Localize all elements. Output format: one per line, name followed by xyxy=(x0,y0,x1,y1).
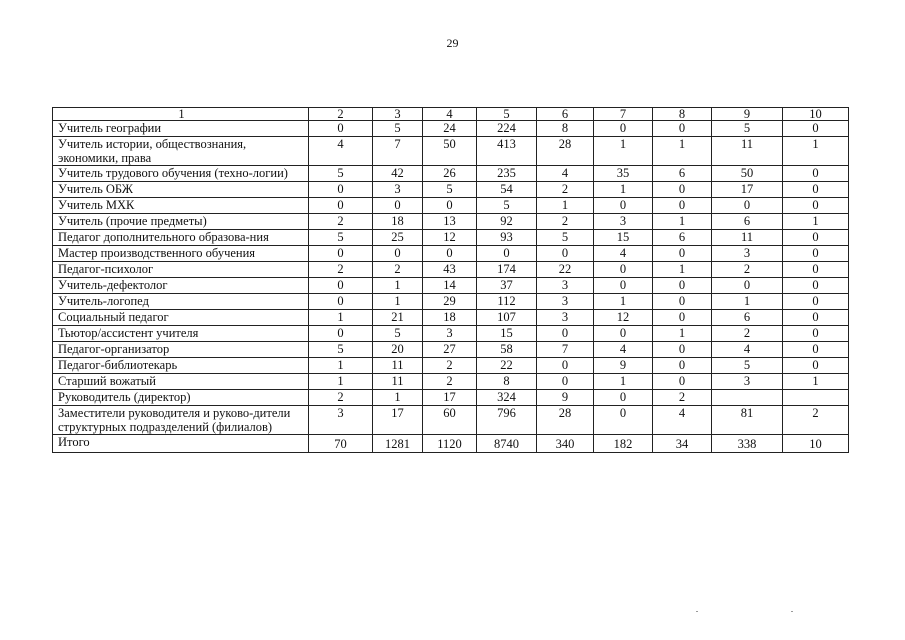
value-cell: 0 xyxy=(653,278,712,294)
value-cell: 1 xyxy=(653,137,712,166)
column-number-header: 7 xyxy=(594,108,653,121)
column-number-header: 9 xyxy=(712,108,783,121)
value-cell: 5 xyxy=(477,198,537,214)
position-name-cell: Учитель (прочие предметы) xyxy=(53,214,309,230)
value-cell: 28 xyxy=(537,406,594,435)
total-value-cell: 338 xyxy=(712,435,783,453)
value-cell: 54 xyxy=(477,182,537,198)
total-value-cell: 10 xyxy=(783,435,849,453)
value-cell: 5 xyxy=(423,182,477,198)
value-cell: 0 xyxy=(783,121,849,137)
value-cell: 8 xyxy=(537,121,594,137)
value-cell: 27 xyxy=(423,342,477,358)
table-row xyxy=(53,121,849,137)
column-number-header: 10 xyxy=(783,108,849,121)
total-row xyxy=(53,435,849,453)
value-cell: 22 xyxy=(537,262,594,278)
total-value-cell: 182 xyxy=(594,435,653,453)
position-name-cell: Социальный педагог xyxy=(53,310,309,326)
value-cell: 29 xyxy=(423,294,477,310)
position-name-cell: Тьютор/ассистент учителя xyxy=(53,326,309,342)
value-cell: 3 xyxy=(423,326,477,342)
value-cell: 6 xyxy=(653,230,712,246)
value-cell: 0 xyxy=(309,198,373,214)
value-cell: 2 xyxy=(653,390,712,406)
table-row xyxy=(53,137,849,166)
value-cell: 1 xyxy=(712,294,783,310)
value-cell: 1 xyxy=(594,137,653,166)
value-cell: 35 xyxy=(594,166,653,182)
value-cell: 0 xyxy=(537,326,594,342)
position-name-cell: Педагог-организатор xyxy=(53,342,309,358)
value-cell: 0 xyxy=(783,198,849,214)
position-name-cell: Педагог-библиотекарь xyxy=(53,358,309,374)
value-cell: 20 xyxy=(373,342,423,358)
total-value-cell: 70 xyxy=(309,435,373,453)
value-cell: 24 xyxy=(423,121,477,137)
value-cell: 324 xyxy=(477,390,537,406)
value-cell: 1 xyxy=(653,214,712,230)
value-cell: 0 xyxy=(309,294,373,310)
value-cell: 3 xyxy=(537,294,594,310)
position-name-cell: Учитель-дефектолог xyxy=(53,278,309,294)
value-cell: 0 xyxy=(783,182,849,198)
table-row xyxy=(53,262,849,278)
value-cell: 1 xyxy=(594,294,653,310)
value-cell: 4 xyxy=(537,166,594,182)
total-value-cell: 8740 xyxy=(477,435,537,453)
value-cell: 0 xyxy=(783,246,849,262)
value-cell: 0 xyxy=(712,278,783,294)
value-cell: 2 xyxy=(423,358,477,374)
value-cell: 0 xyxy=(537,246,594,262)
value-cell: 0 xyxy=(783,278,849,294)
value-cell: 0 xyxy=(477,246,537,262)
position-name-cell: Учитель ОБЖ xyxy=(53,182,309,198)
column-number-header: 4 xyxy=(423,108,477,121)
total-value-cell: 340 xyxy=(537,435,594,453)
header-row xyxy=(53,108,849,121)
value-cell: 0 xyxy=(653,198,712,214)
value-cell: 11 xyxy=(712,137,783,166)
page-number: 29 xyxy=(446,36,459,50)
value-cell: 0 xyxy=(423,246,477,262)
total-value-cell: 1120 xyxy=(423,435,477,453)
value-cell: 0 xyxy=(653,121,712,137)
value-cell: 107 xyxy=(477,310,537,326)
value-cell: 37 xyxy=(477,278,537,294)
value-cell: 0 xyxy=(537,358,594,374)
value-cell: 4 xyxy=(309,137,373,166)
value-cell: 0 xyxy=(653,358,712,374)
value-cell: 1 xyxy=(594,182,653,198)
table-row xyxy=(53,198,849,214)
value-cell: 0 xyxy=(309,326,373,342)
table-row xyxy=(53,374,849,390)
column-number-header: 5 xyxy=(477,108,537,121)
value-cell: 4 xyxy=(594,342,653,358)
position-name-cell: Учитель географии xyxy=(53,121,309,137)
value-cell xyxy=(783,390,849,406)
value-cell: 15 xyxy=(477,326,537,342)
column-number-header: 3 xyxy=(373,108,423,121)
scan-speck xyxy=(696,611,698,612)
value-cell: 0 xyxy=(783,262,849,278)
value-cell: 0 xyxy=(594,198,653,214)
value-cell: 1 xyxy=(309,358,373,374)
column-number-header: 8 xyxy=(653,108,712,121)
value-cell: 42 xyxy=(373,166,423,182)
value-cell: 0 xyxy=(783,326,849,342)
value-cell: 11 xyxy=(712,230,783,246)
value-cell xyxy=(712,390,783,406)
value-cell: 50 xyxy=(423,137,477,166)
table-row xyxy=(53,182,849,198)
position-name-cell: Учитель трудового обучения (техно-логии) xyxy=(53,166,309,182)
value-cell: 0 xyxy=(594,406,653,435)
value-cell: 0 xyxy=(653,342,712,358)
value-cell: 28 xyxy=(537,137,594,166)
value-cell: 3 xyxy=(594,214,653,230)
value-cell: 6 xyxy=(712,214,783,230)
value-cell: 174 xyxy=(477,262,537,278)
position-name-cell: Заместители руководителя и руково-дители структурных подразделений (филиалов) xyxy=(53,406,309,435)
position-name-cell: Старший вожатый xyxy=(53,374,309,390)
value-cell: 50 xyxy=(712,166,783,182)
position-name-cell: Педагог дополнительного образова-ния xyxy=(53,230,309,246)
value-cell: 0 xyxy=(594,390,653,406)
table-row xyxy=(53,310,849,326)
value-cell: 2 xyxy=(783,406,849,435)
value-cell: 0 xyxy=(594,262,653,278)
position-name-cell: Учитель МХК xyxy=(53,198,309,214)
value-cell: 5 xyxy=(309,342,373,358)
value-cell: 4 xyxy=(594,246,653,262)
value-cell: 0 xyxy=(653,246,712,262)
value-cell: 2 xyxy=(712,326,783,342)
value-cell: 224 xyxy=(477,121,537,137)
value-cell: 17 xyxy=(712,182,783,198)
value-cell: 0 xyxy=(309,246,373,262)
table-row xyxy=(53,358,849,374)
value-cell: 21 xyxy=(373,310,423,326)
value-cell: 0 xyxy=(423,198,477,214)
value-cell: 18 xyxy=(423,310,477,326)
table-row xyxy=(53,246,849,262)
value-cell: 1 xyxy=(783,214,849,230)
value-cell: 2 xyxy=(712,262,783,278)
value-cell: 93 xyxy=(477,230,537,246)
value-cell: 1 xyxy=(373,278,423,294)
value-cell: 9 xyxy=(594,358,653,374)
value-cell: 6 xyxy=(712,310,783,326)
position-name-cell: Руководитель (директор) xyxy=(53,390,309,406)
value-cell: 1 xyxy=(594,374,653,390)
staff-table xyxy=(52,107,849,453)
value-cell: 2 xyxy=(309,390,373,406)
value-cell: 0 xyxy=(309,121,373,137)
value-cell: 5 xyxy=(373,326,423,342)
value-cell: 4 xyxy=(653,406,712,435)
value-cell: 7 xyxy=(373,137,423,166)
value-cell: 1 xyxy=(309,310,373,326)
table-row xyxy=(53,278,849,294)
value-cell: 26 xyxy=(423,166,477,182)
table-row xyxy=(53,214,849,230)
value-cell: 5 xyxy=(309,230,373,246)
value-cell: 3 xyxy=(537,278,594,294)
value-cell: 0 xyxy=(594,326,653,342)
total-label-cell: Итого xyxy=(53,435,309,453)
column-number-header: 2 xyxy=(309,108,373,121)
value-cell: 1 xyxy=(653,326,712,342)
value-cell: 5 xyxy=(712,358,783,374)
value-cell: 17 xyxy=(373,406,423,435)
value-cell: 58 xyxy=(477,342,537,358)
value-cell: 0 xyxy=(653,310,712,326)
value-cell: 796 xyxy=(477,406,537,435)
value-cell: 17 xyxy=(423,390,477,406)
value-cell: 25 xyxy=(373,230,423,246)
value-cell: 4 xyxy=(712,342,783,358)
value-cell: 0 xyxy=(783,230,849,246)
value-cell: 0 xyxy=(309,182,373,198)
value-cell: 2 xyxy=(537,182,594,198)
value-cell: 0 xyxy=(373,246,423,262)
table-row xyxy=(53,166,849,182)
value-cell: 18 xyxy=(373,214,423,230)
value-cell: 0 xyxy=(653,294,712,310)
value-cell: 1 xyxy=(373,294,423,310)
table-row xyxy=(53,326,849,342)
value-cell: 6 xyxy=(653,166,712,182)
value-cell: 5 xyxy=(712,121,783,137)
value-cell: 0 xyxy=(537,374,594,390)
value-cell: 11 xyxy=(373,374,423,390)
value-cell: 235 xyxy=(477,166,537,182)
scan-speck xyxy=(791,611,793,612)
value-cell: 0 xyxy=(594,121,653,137)
value-cell: 0 xyxy=(783,310,849,326)
table-row xyxy=(53,230,849,246)
column-number-header: 6 xyxy=(537,108,594,121)
value-cell: 15 xyxy=(594,230,653,246)
position-name-cell: Мастер производственного обучения xyxy=(53,246,309,262)
value-cell: 13 xyxy=(423,214,477,230)
value-cell: 2 xyxy=(309,214,373,230)
value-cell: 7 xyxy=(537,342,594,358)
value-cell: 0 xyxy=(783,166,849,182)
value-cell: 0 xyxy=(309,278,373,294)
value-cell: 3 xyxy=(373,182,423,198)
value-cell: 3 xyxy=(712,374,783,390)
value-cell: 3 xyxy=(712,246,783,262)
value-cell: 12 xyxy=(423,230,477,246)
value-cell: 3 xyxy=(537,310,594,326)
table-row xyxy=(53,406,849,435)
position-name-cell: Педагог-психолог xyxy=(53,262,309,278)
value-cell: 5 xyxy=(537,230,594,246)
value-cell: 1 xyxy=(309,374,373,390)
value-cell: 0 xyxy=(373,198,423,214)
value-cell: 0 xyxy=(712,198,783,214)
value-cell: 11 xyxy=(373,358,423,374)
value-cell: 22 xyxy=(477,358,537,374)
value-cell: 5 xyxy=(373,121,423,137)
total-value-cell: 1281 xyxy=(373,435,423,453)
value-cell: 0 xyxy=(653,182,712,198)
value-cell: 43 xyxy=(423,262,477,278)
position-name-cell: Учитель истории, обществознания, экономики, права xyxy=(53,137,309,166)
value-cell: 1 xyxy=(373,390,423,406)
value-cell: 0 xyxy=(594,278,653,294)
column-number-header: 1 xyxy=(53,108,309,121)
value-cell: 0 xyxy=(783,294,849,310)
table-body xyxy=(53,108,849,453)
value-cell: 14 xyxy=(423,278,477,294)
value-cell: 12 xyxy=(594,310,653,326)
value-cell: 9 xyxy=(537,390,594,406)
value-cell: 0 xyxy=(653,374,712,390)
value-cell: 2 xyxy=(373,262,423,278)
value-cell: 1 xyxy=(783,374,849,390)
value-cell: 413 xyxy=(477,137,537,166)
value-cell: 92 xyxy=(477,214,537,230)
table-row xyxy=(53,342,849,358)
value-cell: 1 xyxy=(783,137,849,166)
value-cell: 0 xyxy=(783,358,849,374)
value-cell: 81 xyxy=(712,406,783,435)
position-name-cell: Учитель-логопед xyxy=(53,294,309,310)
table-row xyxy=(53,390,849,406)
value-cell: 2 xyxy=(309,262,373,278)
value-cell: 2 xyxy=(423,374,477,390)
value-cell: 1 xyxy=(537,198,594,214)
value-cell: 3 xyxy=(309,406,373,435)
value-cell: 5 xyxy=(309,166,373,182)
value-cell: 8 xyxy=(477,374,537,390)
table-row xyxy=(53,294,849,310)
value-cell: 1 xyxy=(653,262,712,278)
value-cell: 2 xyxy=(537,214,594,230)
value-cell: 112 xyxy=(477,294,537,310)
total-value-cell: 34 xyxy=(653,435,712,453)
value-cell: 60 xyxy=(423,406,477,435)
value-cell: 0 xyxy=(783,342,849,358)
